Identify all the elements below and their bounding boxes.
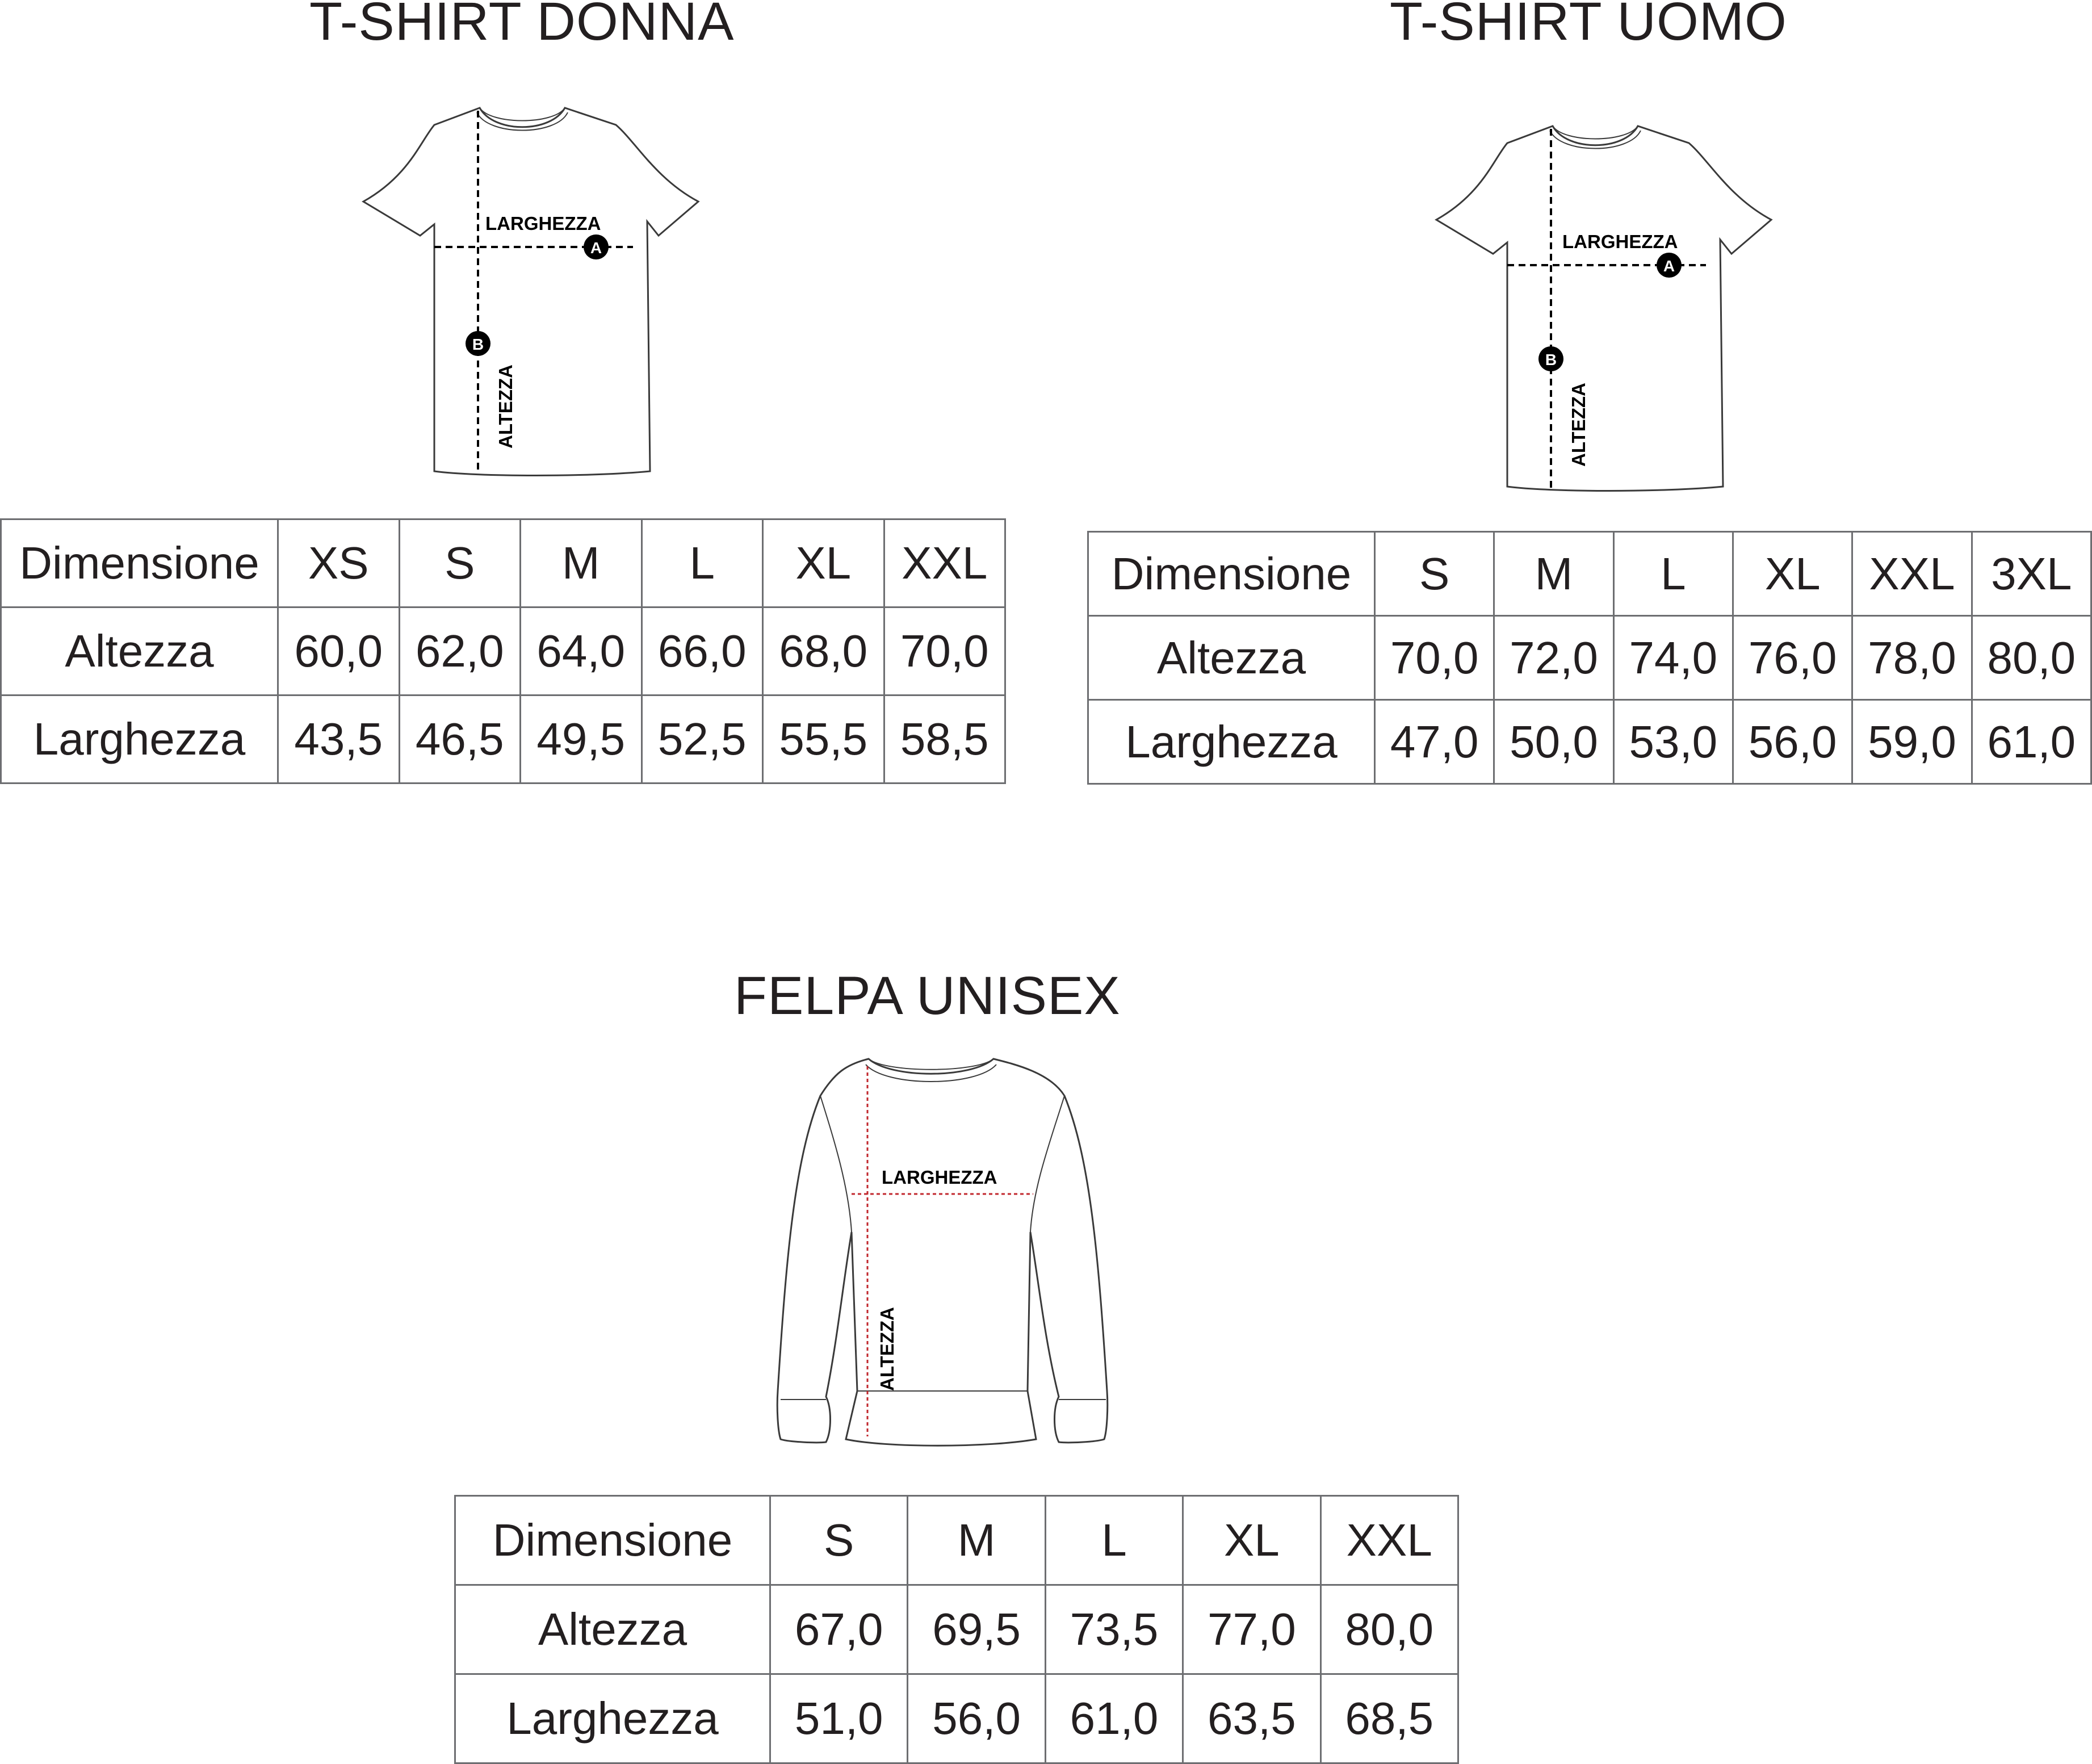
felpa-size-table [454, 1495, 1459, 1764]
width-label: LARGHEZZA [1562, 231, 1678, 252]
header-cell: L [1613, 532, 1733, 616]
table-cell: 43,5 [278, 695, 400, 783]
header-cell: XL [1183, 1496, 1320, 1585]
header-cell: XXL [884, 519, 1005, 607]
table-cell: 67,0 [770, 1585, 908, 1674]
header-cell: XXL [1852, 532, 1972, 616]
table-header-row [1088, 532, 2091, 616]
table-cell: 49,5 [521, 695, 642, 783]
table-cell: 56,0 [908, 1674, 1045, 1763]
row-label: Altezza [455, 1585, 770, 1674]
table-cell: 70,0 [1375, 616, 1494, 700]
table-row [1, 695, 1005, 783]
table-cell: 47,0 [1375, 700, 1494, 784]
table-cell: 78,0 [1852, 616, 1972, 700]
width-label: LARGHEZZA [485, 213, 601, 234]
table-cell: 66,0 [642, 607, 763, 695]
table-header-row [1, 519, 1005, 607]
header-cell: M [1494, 532, 1613, 616]
table-cell: 69,5 [908, 1585, 1045, 1674]
table-cell: 80,0 [1972, 616, 2091, 700]
table-cell: 58,5 [884, 695, 1005, 783]
table-cell: 72,0 [1494, 616, 1613, 700]
header-cell: XXL [1320, 1496, 1458, 1585]
height-label: ALTEZZA [1568, 383, 1589, 467]
width-label: LARGHEZZA [882, 1167, 997, 1188]
table-cell: 73,5 [1045, 1585, 1183, 1674]
uomo-title: T-SHIRT UOMO [1390, 0, 1787, 52]
table-cell: 50,0 [1494, 700, 1613, 784]
header-cell: XL [1733, 532, 1852, 616]
header-cell: S [399, 519, 521, 607]
marker-a-label: A [590, 239, 602, 257]
table-cell: 77,0 [1183, 1585, 1320, 1674]
donna-title: T-SHIRT DONNA [309, 0, 735, 52]
header-cell: 3XL [1972, 532, 2091, 616]
table-row [1088, 700, 2091, 784]
table-cell: 52,5 [642, 695, 763, 783]
header-cell: S [770, 1496, 908, 1585]
table-cell: 55,5 [763, 695, 884, 783]
donna-tshirt-diagram [363, 108, 704, 483]
height-label: ALTEZZA [495, 364, 516, 449]
uomo-tshirt-diagram [1436, 126, 1777, 501]
table-row [455, 1585, 1458, 1674]
table-cell: 46,5 [399, 695, 521, 783]
table-row [1, 607, 1005, 695]
header-cell: L [1045, 1496, 1183, 1585]
table-row [1088, 616, 2091, 700]
marker-a-label: A [1663, 257, 1675, 275]
tshirt-outline [1436, 126, 1771, 491]
uomo-size-table [1087, 531, 2092, 785]
header-cell: Dimensione [1, 519, 278, 607]
table-cell: 80,0 [1320, 1585, 1458, 1674]
row-label: Larghezza [455, 1674, 770, 1763]
header-cell: L [642, 519, 763, 607]
header-cell: M [521, 519, 642, 607]
table-cell: 76,0 [1733, 616, 1852, 700]
donna-size-table [0, 518, 1006, 784]
height-label: ALTEZZA [877, 1307, 898, 1391]
table-cell: 51,0 [770, 1674, 908, 1763]
table-cell: 64,0 [521, 607, 642, 695]
table-cell: 63,5 [1183, 1674, 1320, 1763]
table-cell: 68,0 [763, 607, 884, 695]
marker-b-label: B [1545, 351, 1557, 368]
table-cell: 60,0 [278, 607, 400, 695]
header-cell: XS [278, 519, 400, 607]
header-cell: XL [763, 519, 884, 607]
header-cell: Dimensione [455, 1496, 770, 1585]
row-label: Altezza [1, 607, 278, 695]
felpa-sweatshirt-diagram [772, 1056, 1113, 1453]
header-cell: M [908, 1496, 1045, 1585]
table-cell: 74,0 [1613, 616, 1733, 700]
table-cell: 61,0 [1972, 700, 2091, 784]
table-cell: 70,0 [884, 607, 1005, 695]
table-cell: 56,0 [1733, 700, 1852, 784]
tshirt-outline [363, 108, 698, 476]
marker-b-label: B [472, 336, 484, 353]
table-cell: 61,0 [1045, 1674, 1183, 1763]
table-header-row [455, 1496, 1458, 1585]
table-cell: 59,0 [1852, 700, 1972, 784]
header-cell: Dimensione [1088, 532, 1375, 616]
header-cell: S [1375, 532, 1494, 616]
row-label: Larghezza [1088, 700, 1375, 784]
felpa-title: FELPA UNISEX [734, 966, 1121, 1026]
row-label: Larghezza [1, 695, 278, 783]
row-label: Altezza [1088, 616, 1375, 700]
table-cell: 62,0 [399, 607, 521, 695]
table-cell: 53,0 [1613, 700, 1733, 784]
table-cell: 68,5 [1320, 1674, 1458, 1763]
table-row [455, 1674, 1458, 1763]
